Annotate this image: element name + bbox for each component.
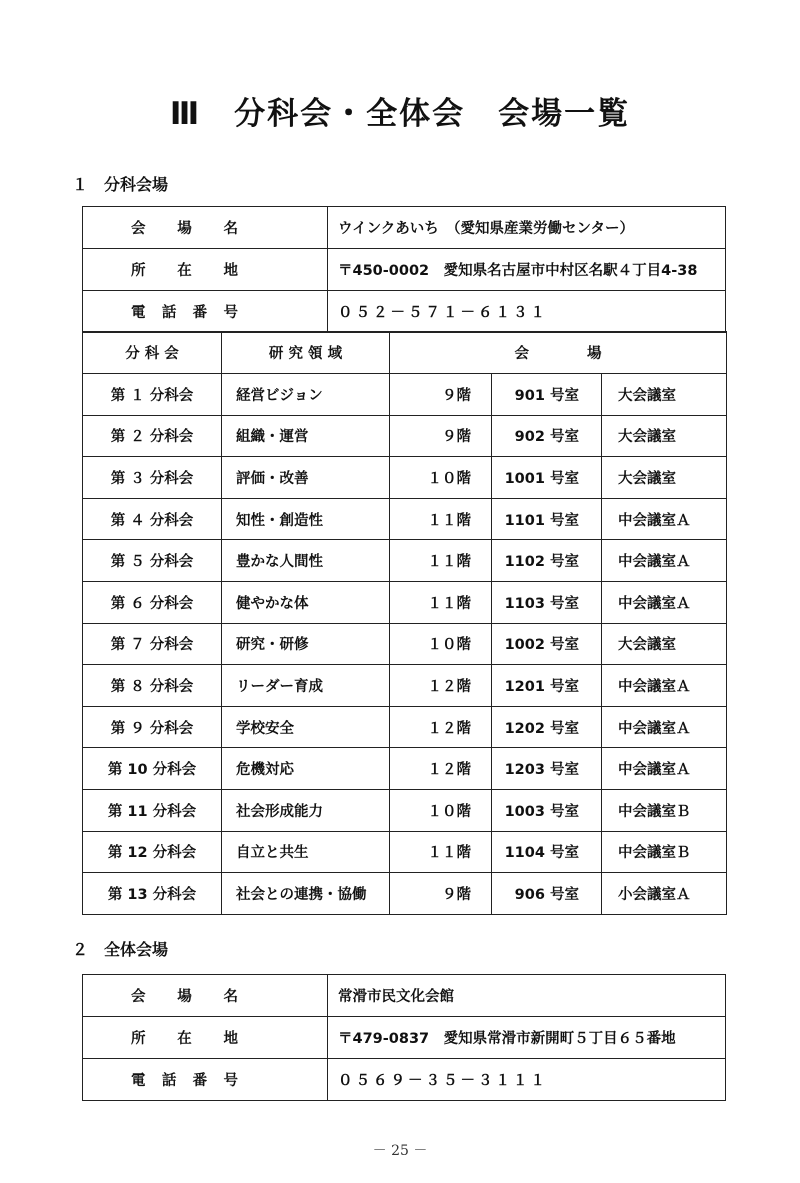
session-cell: 第 11 分科会 bbox=[83, 789, 222, 831]
table-row bbox=[83, 748, 727, 790]
info-row-address bbox=[83, 1017, 726, 1059]
room-cell: 901 号室 bbox=[492, 374, 602, 416]
info-value: ウインクあいち （愛知県産業労働センター） bbox=[328, 207, 726, 249]
info-row-name bbox=[83, 207, 726, 249]
room-cell: 1103 号室 bbox=[492, 581, 602, 623]
area-cell: 健やかな体 bbox=[222, 581, 390, 623]
info-row-address bbox=[83, 249, 726, 291]
column-header-session: 分 科 会 bbox=[83, 332, 222, 374]
info-key: 会場名 bbox=[131, 221, 238, 237]
room-cell: 1001 号室 bbox=[492, 457, 602, 499]
table-row bbox=[83, 540, 727, 582]
info-key: 会場名 bbox=[131, 989, 238, 1005]
hall-cell: 中会議室Ａ bbox=[602, 581, 727, 623]
room-cell: 1101 号室 bbox=[492, 498, 602, 540]
area-cell: 自立と共生 bbox=[222, 831, 390, 873]
column-header-venue: 会 場 bbox=[390, 332, 727, 374]
area-cell: 経営ビジョン bbox=[222, 374, 390, 416]
floor-cell: １１階 bbox=[390, 498, 492, 540]
hall-cell: 大会議室 bbox=[602, 374, 727, 416]
hall-cell: 大会議室 bbox=[602, 623, 727, 665]
floor-cell: １０階 bbox=[390, 623, 492, 665]
session-cell: 第 ９ 分科会 bbox=[83, 706, 222, 748]
info-key: 所在地 bbox=[131, 1031, 238, 1047]
session-cell: 第 12 分科会 bbox=[83, 831, 222, 873]
floor-cell: １２階 bbox=[390, 706, 492, 748]
room-cell: 1003 号室 bbox=[492, 789, 602, 831]
info-key: 電話番号 bbox=[131, 305, 238, 321]
floor-cell: １２階 bbox=[390, 748, 492, 790]
session-cell: 第 ６ 分科会 bbox=[83, 581, 222, 623]
info-row-name bbox=[83, 975, 726, 1017]
page-title: Ⅲ 分科会・全体会 会場一覧 bbox=[169, 96, 631, 132]
info-value: 常滑市民文化会館 bbox=[328, 975, 726, 1017]
session-cell: 第 ８ 分科会 bbox=[83, 665, 222, 707]
info-row-phone bbox=[83, 291, 726, 333]
column-header-area: 研 究 領 域 bbox=[222, 332, 390, 374]
floor-cell: ９階 bbox=[390, 374, 492, 416]
session-cell: 第 ２ 分科会 bbox=[83, 415, 222, 457]
room-cell: 1002 号室 bbox=[492, 623, 602, 665]
floor-cell: １１階 bbox=[390, 831, 492, 873]
floor-cell: １１階 bbox=[390, 540, 492, 582]
hall-cell: 中会議室Ｂ bbox=[602, 831, 727, 873]
hall-cell: 大会議室 bbox=[602, 415, 727, 457]
room-cell: 906 号室 bbox=[492, 873, 602, 915]
info-value: 〒450-0002 愛知県名古屋市中村区名駅４丁目4-38 bbox=[328, 249, 726, 291]
area-cell: 学校安全 bbox=[222, 706, 390, 748]
info-key: 所在地 bbox=[131, 263, 238, 279]
floor-cell: １１階 bbox=[390, 581, 492, 623]
info-value: 〒479-0837 愛知県常滑市新開町５丁目６５番地 bbox=[328, 1017, 726, 1059]
section-heading-bunka: １ 分科会場 bbox=[72, 175, 169, 194]
table-header-row bbox=[83, 332, 727, 374]
hall-cell: 小会議室Ａ bbox=[602, 873, 727, 915]
area-cell: 評価・改善 bbox=[222, 457, 390, 499]
hall-cell: 中会議室Ａ bbox=[602, 748, 727, 790]
area-cell: 社会形成能力 bbox=[222, 789, 390, 831]
floor-cell: １０階 bbox=[390, 457, 492, 499]
table-row bbox=[83, 415, 727, 457]
area-cell: 研究・研修 bbox=[222, 623, 390, 665]
table-row bbox=[83, 831, 727, 873]
area-cell: 社会との連携・協働 bbox=[222, 873, 390, 915]
zentai-venue-info-table bbox=[82, 974, 726, 1101]
hall-cell: 中会議室Ｂ bbox=[602, 789, 727, 831]
table-row bbox=[83, 706, 727, 748]
info-value: ０５２－５７１－６１３１ bbox=[328, 291, 726, 333]
floor-cell: １２階 bbox=[390, 665, 492, 707]
table-row bbox=[83, 581, 727, 623]
area-cell: リーダー育成 bbox=[222, 665, 390, 707]
room-cell: 1202 号室 bbox=[492, 706, 602, 748]
room-cell: 902 号室 bbox=[492, 415, 602, 457]
area-cell: 組織・運営 bbox=[222, 415, 390, 457]
session-cell: 第 10 分科会 bbox=[83, 748, 222, 790]
table-row bbox=[83, 665, 727, 707]
hall-cell: 中会議室Ａ bbox=[602, 498, 727, 540]
session-venue-table bbox=[82, 331, 727, 915]
bunka-venue-info-table bbox=[82, 206, 726, 333]
area-cell: 豊かな人間性 bbox=[222, 540, 390, 582]
room-cell: 1203 号室 bbox=[492, 748, 602, 790]
area-cell: 危機対応 bbox=[222, 748, 390, 790]
session-cell: 第 ３ 分科会 bbox=[83, 457, 222, 499]
info-key: 電話番号 bbox=[131, 1073, 238, 1089]
hall-cell: 大会議室 bbox=[602, 457, 727, 499]
session-cell: 第 ４ 分科会 bbox=[83, 498, 222, 540]
room-cell: 1104 号室 bbox=[492, 831, 602, 873]
hall-cell: 中会議室Ａ bbox=[602, 665, 727, 707]
section-heading-zentai: ２ 全体会場 bbox=[72, 940, 169, 959]
table-row bbox=[83, 498, 727, 540]
page-number: － 25 － bbox=[372, 1143, 428, 1159]
info-row-phone bbox=[83, 1059, 726, 1101]
hall-cell: 中会議室Ａ bbox=[602, 706, 727, 748]
room-cell: 1102 号室 bbox=[492, 540, 602, 582]
table-row bbox=[83, 873, 727, 915]
table-row bbox=[83, 789, 727, 831]
table-row bbox=[83, 374, 727, 416]
floor-cell: １０階 bbox=[390, 789, 492, 831]
area-cell: 知性・創造性 bbox=[222, 498, 390, 540]
session-cell: 第 ５ 分科会 bbox=[83, 540, 222, 582]
session-cell: 第 １ 分科会 bbox=[83, 374, 222, 416]
room-cell: 1201 号室 bbox=[492, 665, 602, 707]
table-row bbox=[83, 457, 727, 499]
session-cell: 第 13 分科会 bbox=[83, 873, 222, 915]
floor-cell: ９階 bbox=[390, 415, 492, 457]
info-value: ０５６９－３５－３１１１ bbox=[328, 1059, 726, 1101]
hall-cell: 中会議室Ａ bbox=[602, 540, 727, 582]
session-cell: 第 ７ 分科会 bbox=[83, 623, 222, 665]
table-row bbox=[83, 623, 727, 665]
floor-cell: ９階 bbox=[390, 873, 492, 915]
